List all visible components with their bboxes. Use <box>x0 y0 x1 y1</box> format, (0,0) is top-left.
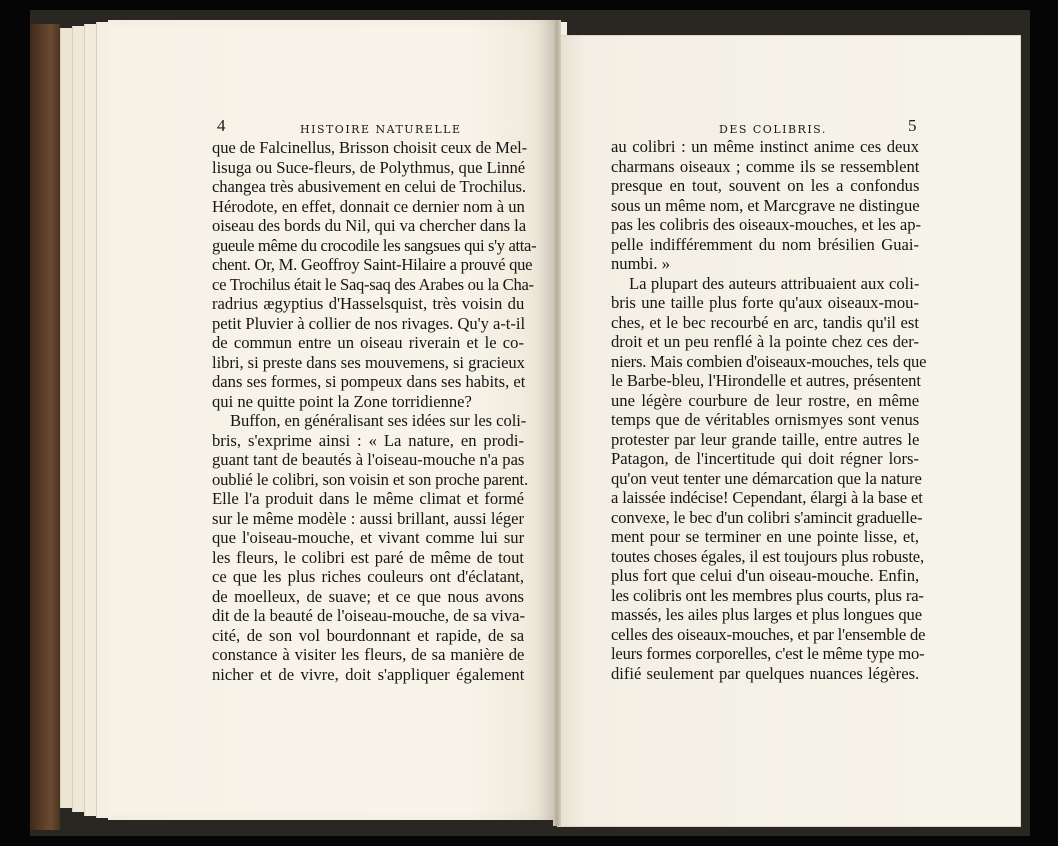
text-line: La plupart des auteurs attribuaient aux coli- <box>629 273 920 293</box>
text-line: chent. Or, M. Geoffroy Saint-Hilaire a prouvé que <box>212 255 533 274</box>
text-line: que de Falcinellus, Brisson choisit ceux de Mel- <box>212 138 528 157</box>
left-running-head: HISTOIRE NATURELLE <box>300 123 462 136</box>
right-page-body <box>611 137 927 683</box>
text-line: niers. Mais combien d'oiseaux-mouches, tels que <box>611 351 927 371</box>
text-line: ce Trochilus était le Saq-saq des Arabes ou la Cha- <box>212 274 534 294</box>
text-line: charmans oiseaux ; comme ils se ressemblent <box>611 156 920 176</box>
text-line: au colibri : un même instinct anime ces deux <box>611 137 919 156</box>
text-line: gueule même du crocodile les sangsues qui s'y atta- <box>212 235 537 255</box>
text-line: difié seulement par quelques nuances légères. <box>611 663 920 683</box>
text-line: que l'oiseau-mouche, et vivant comme lui sur <box>212 528 525 547</box>
text-line: Buffon, en généralisant ses idées sur les coli- <box>230 411 527 430</box>
text-line: a laissée indécise! Cependant, élargi à la base et <box>611 488 923 507</box>
text-line: guant tant de beautés à l'oiseau-mouche n'a pas <box>212 450 525 469</box>
text-line: presque en tout, souvent on les a confondus <box>611 176 920 195</box>
text-line: celles des oiseaux-mouches, et par l'ensemble de <box>611 624 926 644</box>
text-line: qui ne quitte point la Zone torridienne? <box>212 391 472 411</box>
text-line: protester par leur grande taille, entre autres le <box>611 429 920 449</box>
text-line: plus fort que celui d'un oiseau-mouche. Enfin, <box>611 566 920 585</box>
left-page-number: 4 <box>217 116 226 135</box>
text-line: toutes choses égales, il est toujours plus robuste, <box>611 546 924 566</box>
text-line: Elle l'a produit dans le même climat et formé <box>212 489 524 508</box>
text-line: dit de la beauté de l'oiseau-mouche, de sa viva- <box>212 606 526 625</box>
book-cover-edge <box>30 24 60 830</box>
text-line: cité, de son vol bourdonnant et rapide, de sa <box>212 625 525 645</box>
text-line: sous un même nom, et Marcgrave ne distingue <box>611 195 920 215</box>
book-spine <box>553 20 561 826</box>
text-line: lisuga ou Suce-fleurs, de Polythmus, que Linné <box>212 157 526 177</box>
text-line: le Barbe-bleu, l'Hirondelle et autres, présentent <box>611 371 921 390</box>
text-line: les colibris ont les membres plus courts, plus ra- <box>611 585 924 605</box>
text-line: oublié le colibri, son voisin et son proche parent. <box>212 469 528 489</box>
right-page-number: 5 <box>908 116 917 135</box>
text-line: changea très abusivement en celui de Trochilus. <box>212 177 526 196</box>
text-line: pelle indifféremment du nom brésilien Guai- <box>611 234 919 254</box>
text-line: droit et un peu renflé à la pointe chez ces der- <box>611 332 919 351</box>
text-line: radrius ægyptius d'Hasselsquist, très voisin du <box>212 294 525 313</box>
text-line: pas les colibris des oiseaux-mouches, et les ap- <box>611 215 921 234</box>
text-line: ment pour se terminer en une pointe lisse, et, <box>611 527 919 546</box>
right-running-head: DES COLIBRIS. <box>719 123 827 136</box>
text-line: une légère courbure de leur rostre, en même <box>611 390 920 410</box>
text-line: de commun entre un oiseau riverain et le co- <box>212 333 524 352</box>
text-line: ce que les plus riches couleurs ont d'éclatant, <box>212 567 524 586</box>
left-page-body <box>212 138 537 684</box>
text-line: leurs formes corporelles, c'est le même type mo- <box>611 644 925 663</box>
text-line: oiseau des bords du Nil, qui va chercher dans la <box>212 216 527 235</box>
text-line: numbi. » <box>611 254 671 273</box>
text-line: ches, et le bec recourbé en arc, tandis qu'il est <box>611 312 919 332</box>
text-line: nicher et de vivre, doit s'appliquer également <box>212 664 525 684</box>
text-line: constance à visiter les fleurs, de sa manière de <box>212 645 525 664</box>
text-line: bris, s'exprime ainsi : « La nature, en prodi- <box>212 430 524 450</box>
text-line: dans ses formes, si pompeux dans ses habits, et <box>212 372 526 391</box>
text-line: convexe, le bec d'un colibri s'amincit graduelle- <box>611 507 923 527</box>
text-line: sur le même modèle : aussi brillant, aussi léger <box>212 508 525 528</box>
text-line: temps que de véritables ornismyes sont venus <box>611 410 920 429</box>
text-line: qu'on veut tenter une démarcation que la nature <box>611 468 922 488</box>
text-line: massés, les ailes plus larges et plus longues que <box>611 605 923 624</box>
text-line: de moelleux, de suave; et ce que nous avons <box>212 586 524 606</box>
text-line: les fleurs, le colibri est paré de même de tout <box>212 547 524 567</box>
text-line: libri, si preste dans ses mouvemens, si gracieux <box>212 352 525 372</box>
text-line: Patagon, de l'incertitude qui doit régner lors- <box>611 449 919 468</box>
text-line: Hérodote, en effet, donnait ce dernier nom à un <box>212 196 525 216</box>
text-line: petit Pluvier à collier de nos rivages. Qu'y a-t-il <box>212 313 526 333</box>
text-line: bris une taille plus forte qu'aux oiseaux-mou- <box>611 293 919 312</box>
